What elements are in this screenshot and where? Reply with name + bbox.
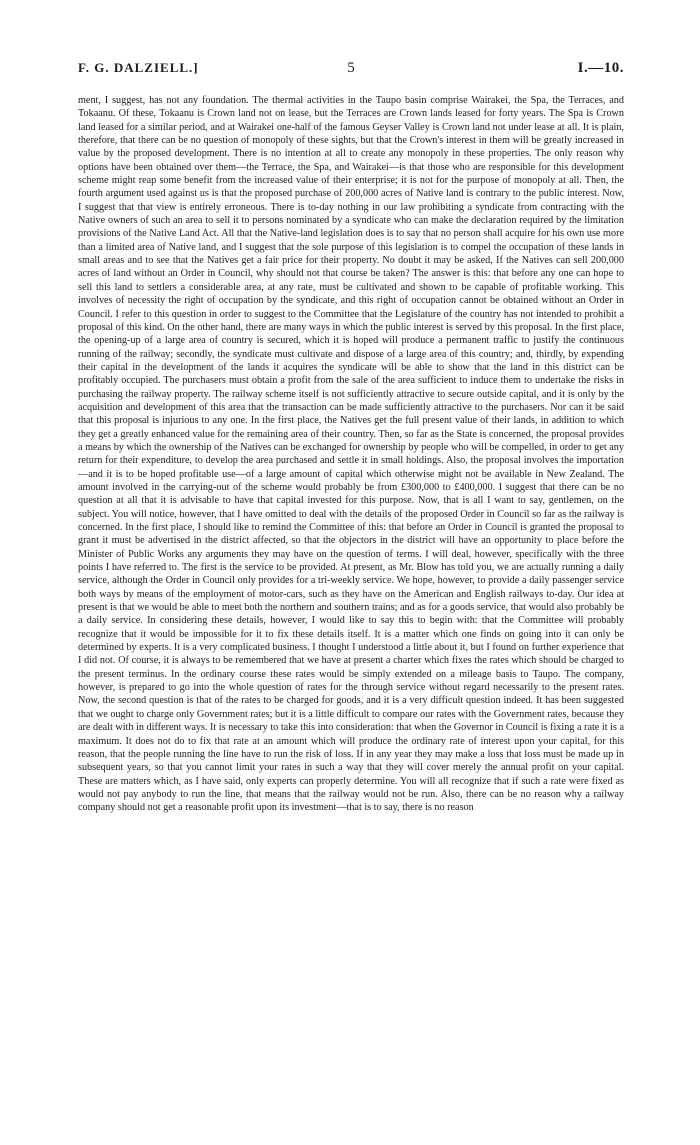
page-number: 5 <box>347 60 355 76</box>
page-header <box>78 60 624 82</box>
running-head-author: F. G. DALZIELL.] <box>78 60 199 75</box>
paper-reference: I.—10. <box>577 60 624 76</box>
body-paragraph: ment, I suggest, has not any foundation. The thermal activities in the Taupo basin comprise Wairakei, the Spa, the Terraces, and Tokaanu. Of these, Tokaanu is Crown land not on lease, but the Terraces are Crown lands leased for forty years. The Spa is Crown land leased for a similar period, and at Wairakei one-half of the famous Geyser Valley is Crown land not under lease at all. It is plain, therefore, that there can be no question of monopoly of these sights, but that the Crown's interest in them will be greatly increased in value by the proposed development. There is no intention at all to create any monopoly in these properties. The only reason why options have been obtained over them—the Terrace, the Spa, and Wairakei—is that those who are responsible for this development scheme might reap some benefit from the increased value of their enterprise; it is not for the purpose of monopoly at all. Then, the fourth argument used against us is that the proposed purchase of 200,000 acres of Native land is contrary to the public interest. Now, I suggest that that view is entirely erroneous. There is to-day nothing in our law prohibiting a syndicate from contracting with the Native owners of such an area to sell it to persons nominated by a syndicate who can make the declaration required by the limitation provisions of the Native Land Act. All that the Native-land legislation does is to say that no person shall acquire for his own use more than a limited area of Native land, and I suggest that the sole purpose of this legislation is to compel the occupation of these lands in small areas and to see that the Natives get a fair price for their property. No doubt it may be asked, If the Natives can sell 200,000 acres of land without an Order in Council, why should not that course be taken? The answer is this: that before any one can hope to sell this land to settlers a considerable area, at any rate, must be cultivated and shown to be capable of profitable working. This involves of necessity the right of occupation by the syndicate, and this right of occupation cannot be obtained without an Order in Council. I refer to this question in order to suggest to the Committee that the Legislature of the country has not intended to prohibit a proposal of this kind. On the other hand, there are many ways in which the public interest is served by this proposal. In the first place, the opening-up of a large area of country is secured, which it is hoped will produce a permanent traffic to justify the continuous running of the railway; secondly, the syndicate must cultivate and dispose of a large area of this country; and, thirdly, by expending their capital in the development of the lands it acquires the syndicate will be able to show that the land in this district can be profitably occupied. The purchasers must obtain a profit from the sale of the area sufficient to induce them to undertake the risks in purchasing the railway property. The railway scheme itself is not sufficiently attractive to secure outside capital, and it is only by the acquisition and development of this area that the transaction can be made sufficiently attractive to the purchasers. Nor can it be said that this proposal is injurious to any one. In the first place, the Natives get the full present value of their lands, in addition to which they get a greatly enhanced value for the remaining area of their country. Then, so far as the State is concerned, the proposal provides a means by which the ownership of the Natives can be exchanged for ownership by people who will be compelled, in order to get any return for their expenditure, to develop the area purchased and settle it in small holdings. Also, the proposal involves the importation—and it is to be hoped profitable use—of a large amount of capital which otherwise might not be available in New Zealand. The amount involved in the carrying-out of the scheme would probably be from £300,000 to £400,000. I suggest that there can be no question at all that it is advisable to have that capital invested for this purpose. Now, that is all I want to say, gentlemen, on the subject. You will notice, however, that I have omitted to deal with the details of the proposed Order in Council so far as the railway is concerned. In the first place, I should like to remind the Committee of this: that before an Order in Council is granted the proposal to grant it must be advertised in the district affected, so that the objectors in the district will have an opportunity to place before the Minister of Public Works any arguments they may have on the question of terms. I will deal, however, specifically with the three points I have referred to. The first is the service to be provided. At present, as Mr. Blow has told you, we are actually running a daily service, although the Order in Council only provides for a tri-weekly service. We hope, however, to provide a daily passenger service both ways by means of the employment of motor-cars, such as they have on the American and English railways to-day. Our idea at present is that we would be able to meet both the northern and southern trains; and as for a goods service, that would also probably be a daily service. In considering these details, however, I would like to say this to begin with: that the Committee will probably recognize that it would be impossible for it to fix these details itself. It is a matter which one finds on going into it can only be determined by experts. It is a very complicated business. I thought I understood a little about it, but I found on further experience that I did not. Of course, it is always to be remembered that we have at present a charter which fixes the rates which should be charged to the present terminus. In the ordinary course these rates would be simply extended on a mileage basis to Taupo. The company, however, is prepared to go into the whole question of rates for the through service without regard necessarily to the present rates. Now, the second question is that of the rates to be charged for goods, and it is a very difficult question indeed. It has been suggested that we ought to charge only Government rates; but it is a little difficult to compare our rates with the Government rates, because they are dealt with in different ways. It is necessary to take this into consideration: that when the Governor in Council is fixing a rate it is a maximum. It does not do to fix that rate at an amount which will produce the ordinary rate of interest upon your capital, for this reason, that the people running the line have to run the risk of loss. If in any year they may make a loss that loss must be made up in subsequent years, so that you cannot limit your rates in such a way that they will cover merely the annual profit on your capital. These are matters which, as I have said, only experts can properly determine. You will all recognize that if such a rate were fixed as would not pay anybody to run the line, that means that the railway would not be run. Also, there can be no reason why a railway company should not get a reasonable profit upon its investment—that is to say, there is no reason <box>78 95 624 814</box>
